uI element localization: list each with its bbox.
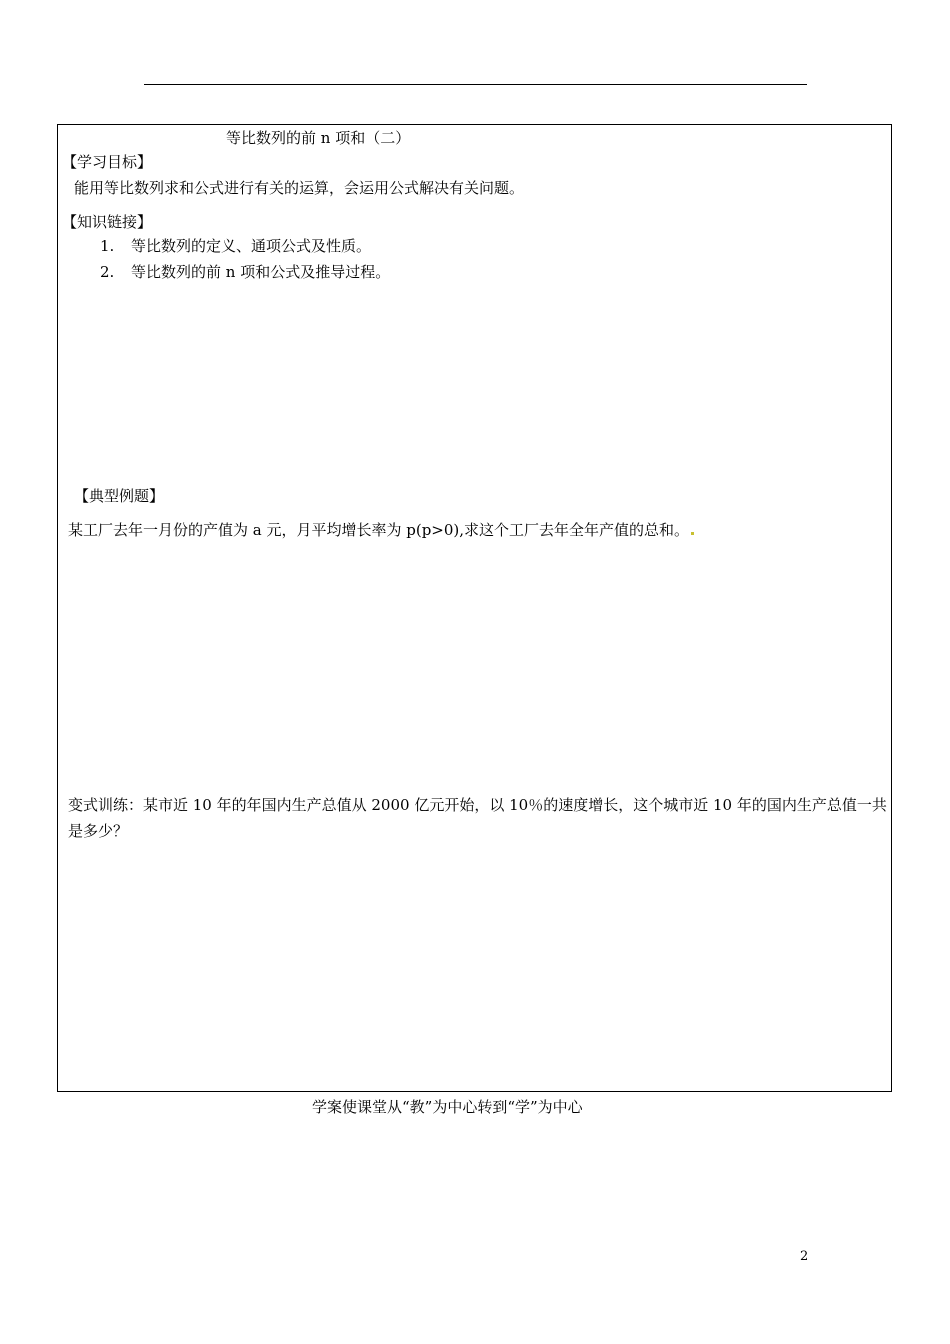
list-item-text: 等比数列的前 n 项和公式及推导过程。	[131, 263, 391, 281]
knowledge-link-heading: 【知识链接】	[62, 213, 153, 231]
footer-slogan: 学案使课堂从“教”为中心转到“学”为中心	[312, 1098, 583, 1116]
page-title: 等比数列的前 n 项和（二）	[226, 129, 411, 147]
typical-examples-heading: 【典型例题】	[74, 487, 165, 505]
learning-goal-heading: 【学习目标】	[62, 153, 153, 171]
list-number: 2.	[100, 263, 115, 281]
example-problem-text: 某工厂去年一月份的产值为 a 元，月平均增长率为 p(p>0),求这个工厂去年全年产值的总和。	[68, 521, 690, 539]
knowledge-link-item	[100, 262, 390, 282]
learning-goal-text: 能用等比数列求和公式进行有关的运算，会运用公式解决有关问题。	[74, 179, 525, 197]
header-rule	[144, 84, 807, 85]
knowledge-link-item	[100, 236, 371, 256]
example-problem	[68, 520, 696, 540]
list-item-text: 等比数列的定义、通项公式及性质。	[131, 237, 372, 255]
page-number: 2	[800, 1249, 809, 1264]
list-number: 1.	[100, 237, 115, 255]
variant-exercise: 变式训练：某市近 10 年的年国内生产总值从 2000 亿元开始，以 10％的速度增长，这个城市近 10 年的国内生产总值一共是多少？	[68, 796, 887, 840]
dot-mark	[691, 532, 694, 535]
